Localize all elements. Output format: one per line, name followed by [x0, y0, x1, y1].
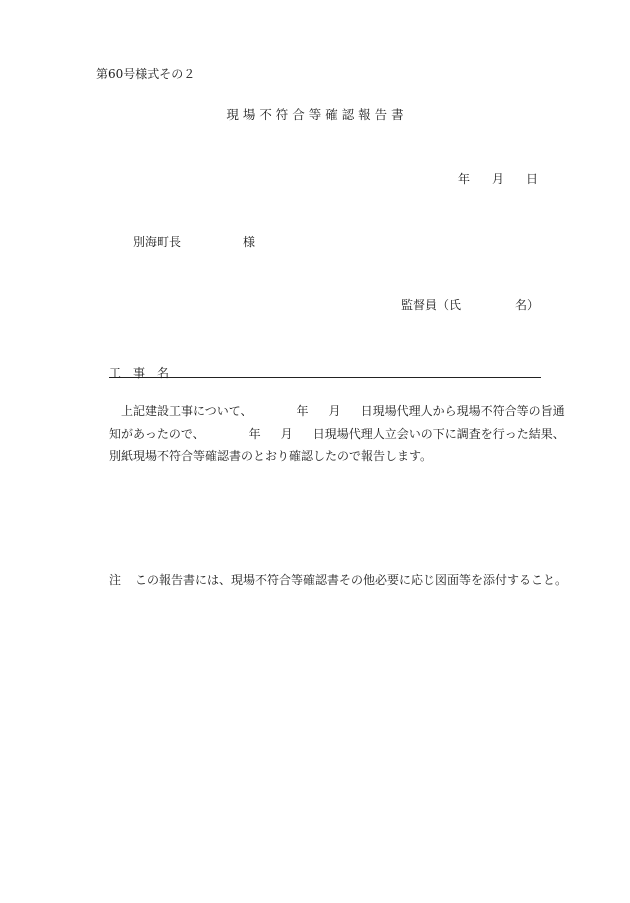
note-marker: 注	[109, 573, 122, 587]
body-line-2-month: 月	[280, 427, 293, 441]
note-line	[109, 573, 567, 587]
body-line-2-text-b: 日現場代理人立会いの下に調査を行った結果、	[312, 427, 565, 441]
note-text: この報告書には、現場不符合等確認書その他必要に応じ図面等を添付すること。	[135, 573, 568, 587]
date-year-label: 年	[458, 172, 471, 186]
body-line-3: 別紙現場不符合等確認書のとおり確認したので報告します。	[109, 449, 433, 463]
body-line-1-text-a: 上記建設工事について、	[121, 404, 253, 418]
body-line-2	[109, 427, 565, 441]
recipient-name: 別海町長	[133, 235, 182, 249]
body-line-2-text-a: 知があったので、	[109, 427, 205, 441]
project-name-label: 工 事 名	[109, 366, 170, 380]
body-line-2-year: 年	[248, 427, 261, 441]
date-month-label: 月	[492, 172, 505, 186]
body-line-1-month: 月	[328, 404, 341, 418]
supervisor-label-end: 名）	[515, 298, 540, 312]
recipient-line	[133, 235, 255, 249]
recipient-honorific: 様	[243, 235, 256, 249]
body-line-1-text-b: 日現場代理人から現場不符合等の旨通	[360, 404, 565, 418]
body-line-1	[121, 404, 565, 418]
form-number: 第60号様式その２	[96, 67, 196, 81]
supervisor-label: 監督員（氏	[401, 298, 462, 312]
date-day-label: 日	[526, 172, 539, 186]
document-title: 現 場 不 符 合 等 確 認 報 告 書	[226, 107, 404, 122]
date-line	[458, 172, 538, 186]
body-line-1-year: 年	[296, 404, 309, 418]
project-name-field	[109, 362, 541, 378]
supervisor-line	[401, 298, 539, 312]
